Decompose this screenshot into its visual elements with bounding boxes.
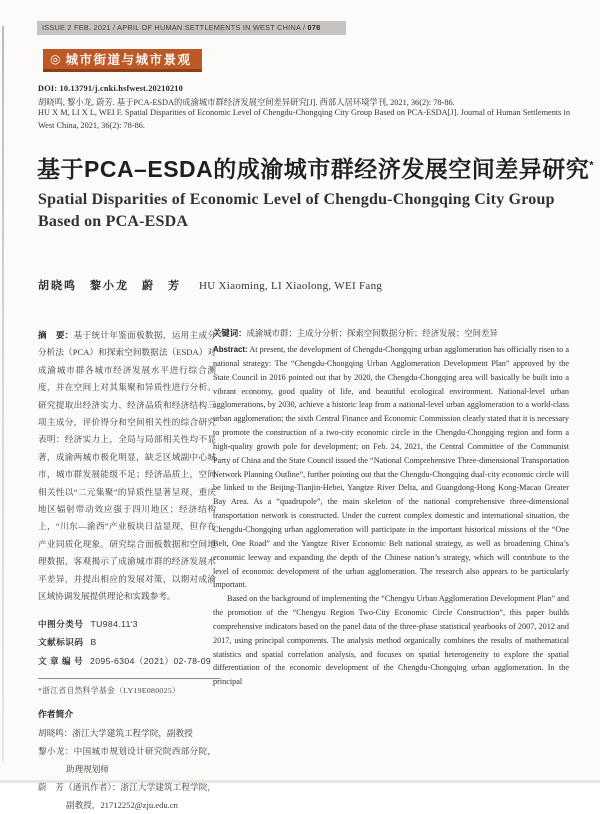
masthead-issue-text: ISSUE 2 FEB. 2021 / APRIL OF HUMAN SETTLEMENTS IN WEST CHINA / <box>42 23 308 32</box>
masthead-page-number: 078 <box>307 23 321 32</box>
doc-code-value: B <box>90 637 97 648</box>
author-bios-header: 作者简介 <box>38 709 74 720</box>
clc-value: TU984.11′3 <box>90 618 138 629</box>
authors-line <box>38 277 382 293</box>
citation-en: HU X M, LI X L, WEI F. Spatial Disparities of Economic Level of Chengdu-Chongqing City Group Based on PCA-ESDA[J]. Journal of Human Settlements in West China, 2021, 36(2): 78-86. <box>38 108 570 130</box>
authors-zh: 胡晓鸣 黎小龙 蔚 芳 <box>38 280 181 292</box>
citation-zh: 胡晓鸣, 黎小龙, 蔚芳. 基于PCA-ESDA的成渝城市群经济发展空间差异研究[J]. 西部人居环境学刊, 2021, 36(2): 78-86. <box>38 98 455 107</box>
authors-en: HU Xiaoming, LI Xiaolong, WEI Fang <box>199 280 383 292</box>
section-badge-label: 城市街道与城市景观 <box>65 53 192 67</box>
keywords-label: 关键词： <box>213 328 247 338</box>
meta-doc-code-row <box>38 633 216 652</box>
left-column <box>38 327 216 814</box>
double-circle-icon: ◎ <box>50 52 61 66</box>
abstract-en-paragraph-2: Based on the background of implementing the “Chengyu Urban Agglomeration Development Plan” and the promotion of the “Chengyu Region Two-City Economic Circle Construction”, this paper builds comprehensive indicators based on the panel data of the three-phase statistical yearbooks of 2007, 2012 and 2017, using principal components. The analysis method organically combines the results of mathematical statistics and spatial correlation analysis, and focuses on spatial heterogeneity to explore the spatial differentiation of the economic development of the Chengdu-Chongqing urban agglomeration. In the principal <box>213 594 569 687</box>
abstract-zh-text: 基于统计年鉴面板数据，运用主成分分析法（PCA）和探索空间数据法（ESDA）对成渝城市群各城市经济发展水平进行综合测度，并在空间上对其集聚和异质性进行分析。研究提取出经济实力、经济品质和经济结构三项主成分，评价得分和空间相关性的综合研究表明：经济实力上，全局与局部相关性均不显著，成渝两城市极化明显，缺乏区域副中心城市，城市群发展能级不足；经济品质上，空间相关性以“二元集聚”的异质性显著呈现，重庆地区辐射带动效应强于四川地区；经济结构上，“川东—渝西”产业板块日益显现，但存在产业同质化现象。研究综合面板数据和空间地理数据，客观揭示了成渝城市群的经济发展水平差异，并提出相应的发展对策，以期对成渝区域协调发展提供理论和实践参考。 <box>38 330 216 602</box>
abstract-en-label: Abstract: <box>213 345 248 354</box>
meta-block <box>38 615 216 671</box>
author-bio-item: 胡晓鸣：浙江大学建筑工程学院，副教授 <box>38 728 193 739</box>
author-bio-item: 黎小龙：中国城市规划设计研究院西部分院，助理规划师 <box>38 746 216 775</box>
abstract-en-paragraph-1 <box>213 343 569 592</box>
keywords-text: 成渝城市群；主成分分析；探索空间数据分析；经济发展；空间差异 <box>246 329 498 338</box>
masthead-bar <box>37 21 346 35</box>
abstract-zh <box>38 327 216 606</box>
abstract-en-p1: At present, the development of Chengdu-Chongqing urban agglomeration has officially risen to a national strategy: The “Chengdu-Chongqing Urban Agglomeration Development Plan” approved by the State Council in 2016 pointed out that by 2020, the Chengdu-Chongqing area will basically be built into a vibrant economy, good quality of life, and beautiful ecological environment. National-level urban agglomerations, by 2030, achieve a historic leap from a national-level urban agglomeration to a world-class urban agglomeration; the sixth Central Finance and Economic Commission clearly stated that it is necessary to promote the construction of a two-city economic circle in the Chengdu-Chongqing region and form a high-quality growth pole for development; on Feb. 24, 2021, the Central Committee of the Communist Party of China and the State Council issued the “National Comprehensive Three-dimensional Transportation Network Planning Outline”, further pointing out that the Chengdu-Chongqing dual-city economic circle will be linked to the Beijing-Tianjin-Hebei, Yangtze River Delta, and Guangdong-Hong Kong-Macao Greater Bay Area. As a “quadrupole”, the main skeleton of the national comprehensive three-dimensional transportation network is constructed. Under the current complex domestic and international situation, the Chengdu-Chongqing urban agglomeration will participate in the important historical missions of the “One Belt, One Road” and the Yangtze River Economic Belt national strategy, as well as broadening China’s economic leeway and expanding the depth of the Chinese nation’s strategy, which will contribute to the level of economic development of the urban agglomeration. The research also appears to be particularly important. <box>213 345 569 590</box>
funding-note: *浙江省自然科学基金（LY19E080025） <box>38 686 181 696</box>
clc-label: 中图分类号 <box>38 618 84 629</box>
abstract-en <box>213 343 569 689</box>
page-edge-shadow <box>2 26 4 762</box>
article-id-label: 文 章 编 号 <box>38 655 84 666</box>
section-badge <box>43 49 202 72</box>
author-bio-item: 蔚 芳（通讯作者）：浙江大学建筑工程学院，副教授，21712252@zju.edu.cn <box>38 782 216 811</box>
meta-clc-row <box>38 615 216 634</box>
title-footnote-mark: * <box>589 159 595 172</box>
article-id-value: 2095-6304（2021）02-78-09 <box>90 655 212 666</box>
article-title-zh-text: 基于PCA–ESDA的成渝城市群经济发展空间差异研究 <box>37 156 590 182</box>
abstract-zh-label: 摘 要： <box>38 330 74 340</box>
article-title-en: Spatial Disparities of Economic Level of Chengdu-Chongqing City Group Based on PCA-ESDA <box>38 191 555 230</box>
article-title-zh <box>37 151 594 184</box>
right-column <box>213 327 569 689</box>
doi-line: DOI: 10.13791/j.cnki.hsfwest.20210210 <box>38 84 183 93</box>
keywords-line <box>213 327 569 339</box>
doc-code-label: 文献标识码 <box>38 637 84 648</box>
footnote-divider <box>38 678 220 679</box>
meta-article-id-row <box>38 652 216 671</box>
